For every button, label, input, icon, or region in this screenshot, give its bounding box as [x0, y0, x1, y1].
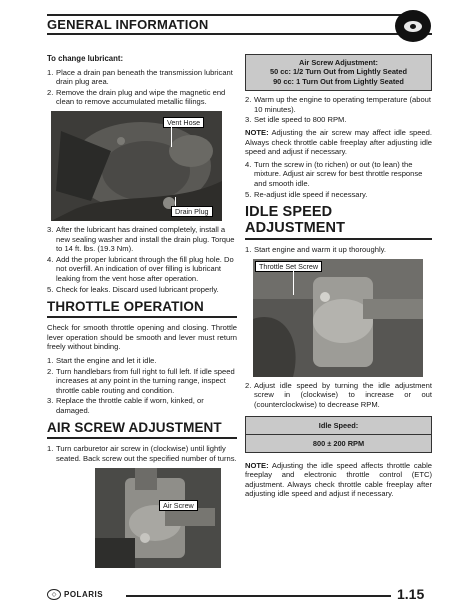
list-item: 1. Place a drain pan beneath the transmission lubricant drain plug area.	[47, 67, 233, 87]
idle-speed-adjustment-title: IDLE SPEED ADJUSTMENT	[245, 204, 432, 240]
idle-speed-value: 800 ± 200 RPM	[312, 438, 365, 448]
idle-speed-spec-box	[245, 416, 432, 453]
list-item: 4. Add the proper lubricant through the fill plug hole. Do not overfill. An indication of over filling is lubricant leaking from the vent hose after operation.	[47, 254, 234, 283]
idle-speed-steps-continued	[245, 381, 432, 410]
header-rule	[47, 33, 432, 35]
section-tab-dot	[410, 24, 416, 29]
footer-rule	[126, 595, 391, 597]
polaris-star-icon: ◇	[47, 589, 61, 600]
polaris-logo	[47, 589, 103, 600]
throttle-steps	[47, 356, 237, 416]
page-header	[47, 14, 425, 34]
list-item: 1. Start engine and warm it up thoroughly.	[245, 245, 386, 255]
throttle-set-screw-leader	[293, 271, 294, 295]
spec-box-line-90cc: 90 cc: 1 Turn Out from Lightly Seated	[273, 76, 404, 86]
list-item: 5. Check for leaks. Discard used lubricant properly.	[47, 284, 219, 294]
air-screw-steps	[47, 444, 237, 463]
right-column	[245, 54, 432, 502]
air-screw-spec-box	[245, 54, 432, 91]
idle-speed-note: NOTE: Adjusting the idle speed affects throttle cable freeplay and electronic throttle control (ETC) adjustment. Always check throttle cable freeplay after adjusting idle speed and adjust if necessary.	[245, 460, 432, 499]
throttle-photo-art	[253, 259, 423, 377]
polaris-wordmark: POLARIS	[64, 590, 104, 599]
list-item: 3. Replace the throttle cable if worn, kinked, or damaged.	[47, 396, 204, 415]
spec-box-line-50cc: 50 cc: 1/2 Turn Out from Lightly Seated	[269, 67, 408, 77]
throttle-operation-title: THROTTLE OPERATION	[47, 299, 237, 318]
list-item: 1. Start the engine and let it idle.	[47, 355, 157, 365]
vent-hose-leader	[171, 127, 172, 147]
list-item: 2. Adjust idle speed by turning the idle adjustment screw in (clockwise) to increase or out (counterclockwise) to decrease RPM.	[245, 380, 432, 409]
idle-speed-label: Idle Speed:	[246, 417, 431, 435]
throttle-intro: Check for smooth throttle opening and closing. Throttle lever operation should be smooth and lever must return freely without binding.	[47, 323, 237, 352]
throttle-set-screw-callout: Throttle Set Screw	[255, 261, 322, 272]
list-item: 3. Set idle speed to 800 RPM.	[245, 115, 347, 125]
drain-plug-leader	[175, 197, 176, 206]
list-item: 1. Turn carburetor air screw in (clockwise) until lightly seated. Back screw out the specified number of turns.	[47, 444, 237, 464]
air-screw-steps-final	[245, 160, 432, 199]
air-screw-steps-continued	[245, 95, 432, 125]
vent-hose-callout: Vent Hose	[163, 117, 204, 128]
carburetor-photo-art	[95, 468, 221, 568]
transmission-photo	[51, 111, 222, 221]
list-item: 3. After the lubricant has drained completely, install a new sealing washer and install the drain plug. Torque to 14 ft. lbs. (19.3 Nm).	[47, 224, 235, 254]
list-item: 5. Re-adjust idle speed if necessary.	[245, 189, 368, 199]
carburetor-air-screw-photo	[95, 468, 221, 568]
air-screw-adjustment-title: AIR SCREW ADJUSTMENT	[47, 420, 237, 439]
list-item: 4. Turn the screw in (to richen) or out (to lean) the mixture. Adjust air screw for best throttle response and smooth idle.	[245, 159, 423, 188]
idle-speed-steps	[245, 245, 432, 255]
list-item: 2. Turn handlebars from full right to full left. If idle speed increases at any point in the turning range, inspect throttle cable routing and condition.	[47, 366, 235, 395]
left-column	[47, 54, 237, 572]
spec-box-title: Air Screw Adjustment:	[299, 58, 378, 67]
page-number: 1.15	[397, 586, 425, 602]
air-screw-callout: Air Screw	[159, 500, 198, 511]
list-item: 2. Remove the drain plug and wipe the magnetic end clean to remove accumulated metallic filings.	[47, 87, 226, 107]
throttle-set-screw-photo	[253, 259, 423, 377]
drain-plug-callout: Drain Plug	[171, 206, 213, 217]
lubricant-steps	[47, 68, 237, 107]
lubricant-heading: To change lubricant:	[47, 54, 124, 63]
header-title: GENERAL INFORMATION	[47, 17, 209, 32]
air-screw-note: NOTE: Adjusting the air screw may affect idle speed. Always check throttle cable freeplay after adjusting idle speed and adjust if necessary.	[245, 128, 432, 157]
list-item: 2. Warm up the engine to operating temperature (about 10 minutes).	[245, 95, 432, 114]
lubricant-steps-continued	[47, 225, 237, 294]
